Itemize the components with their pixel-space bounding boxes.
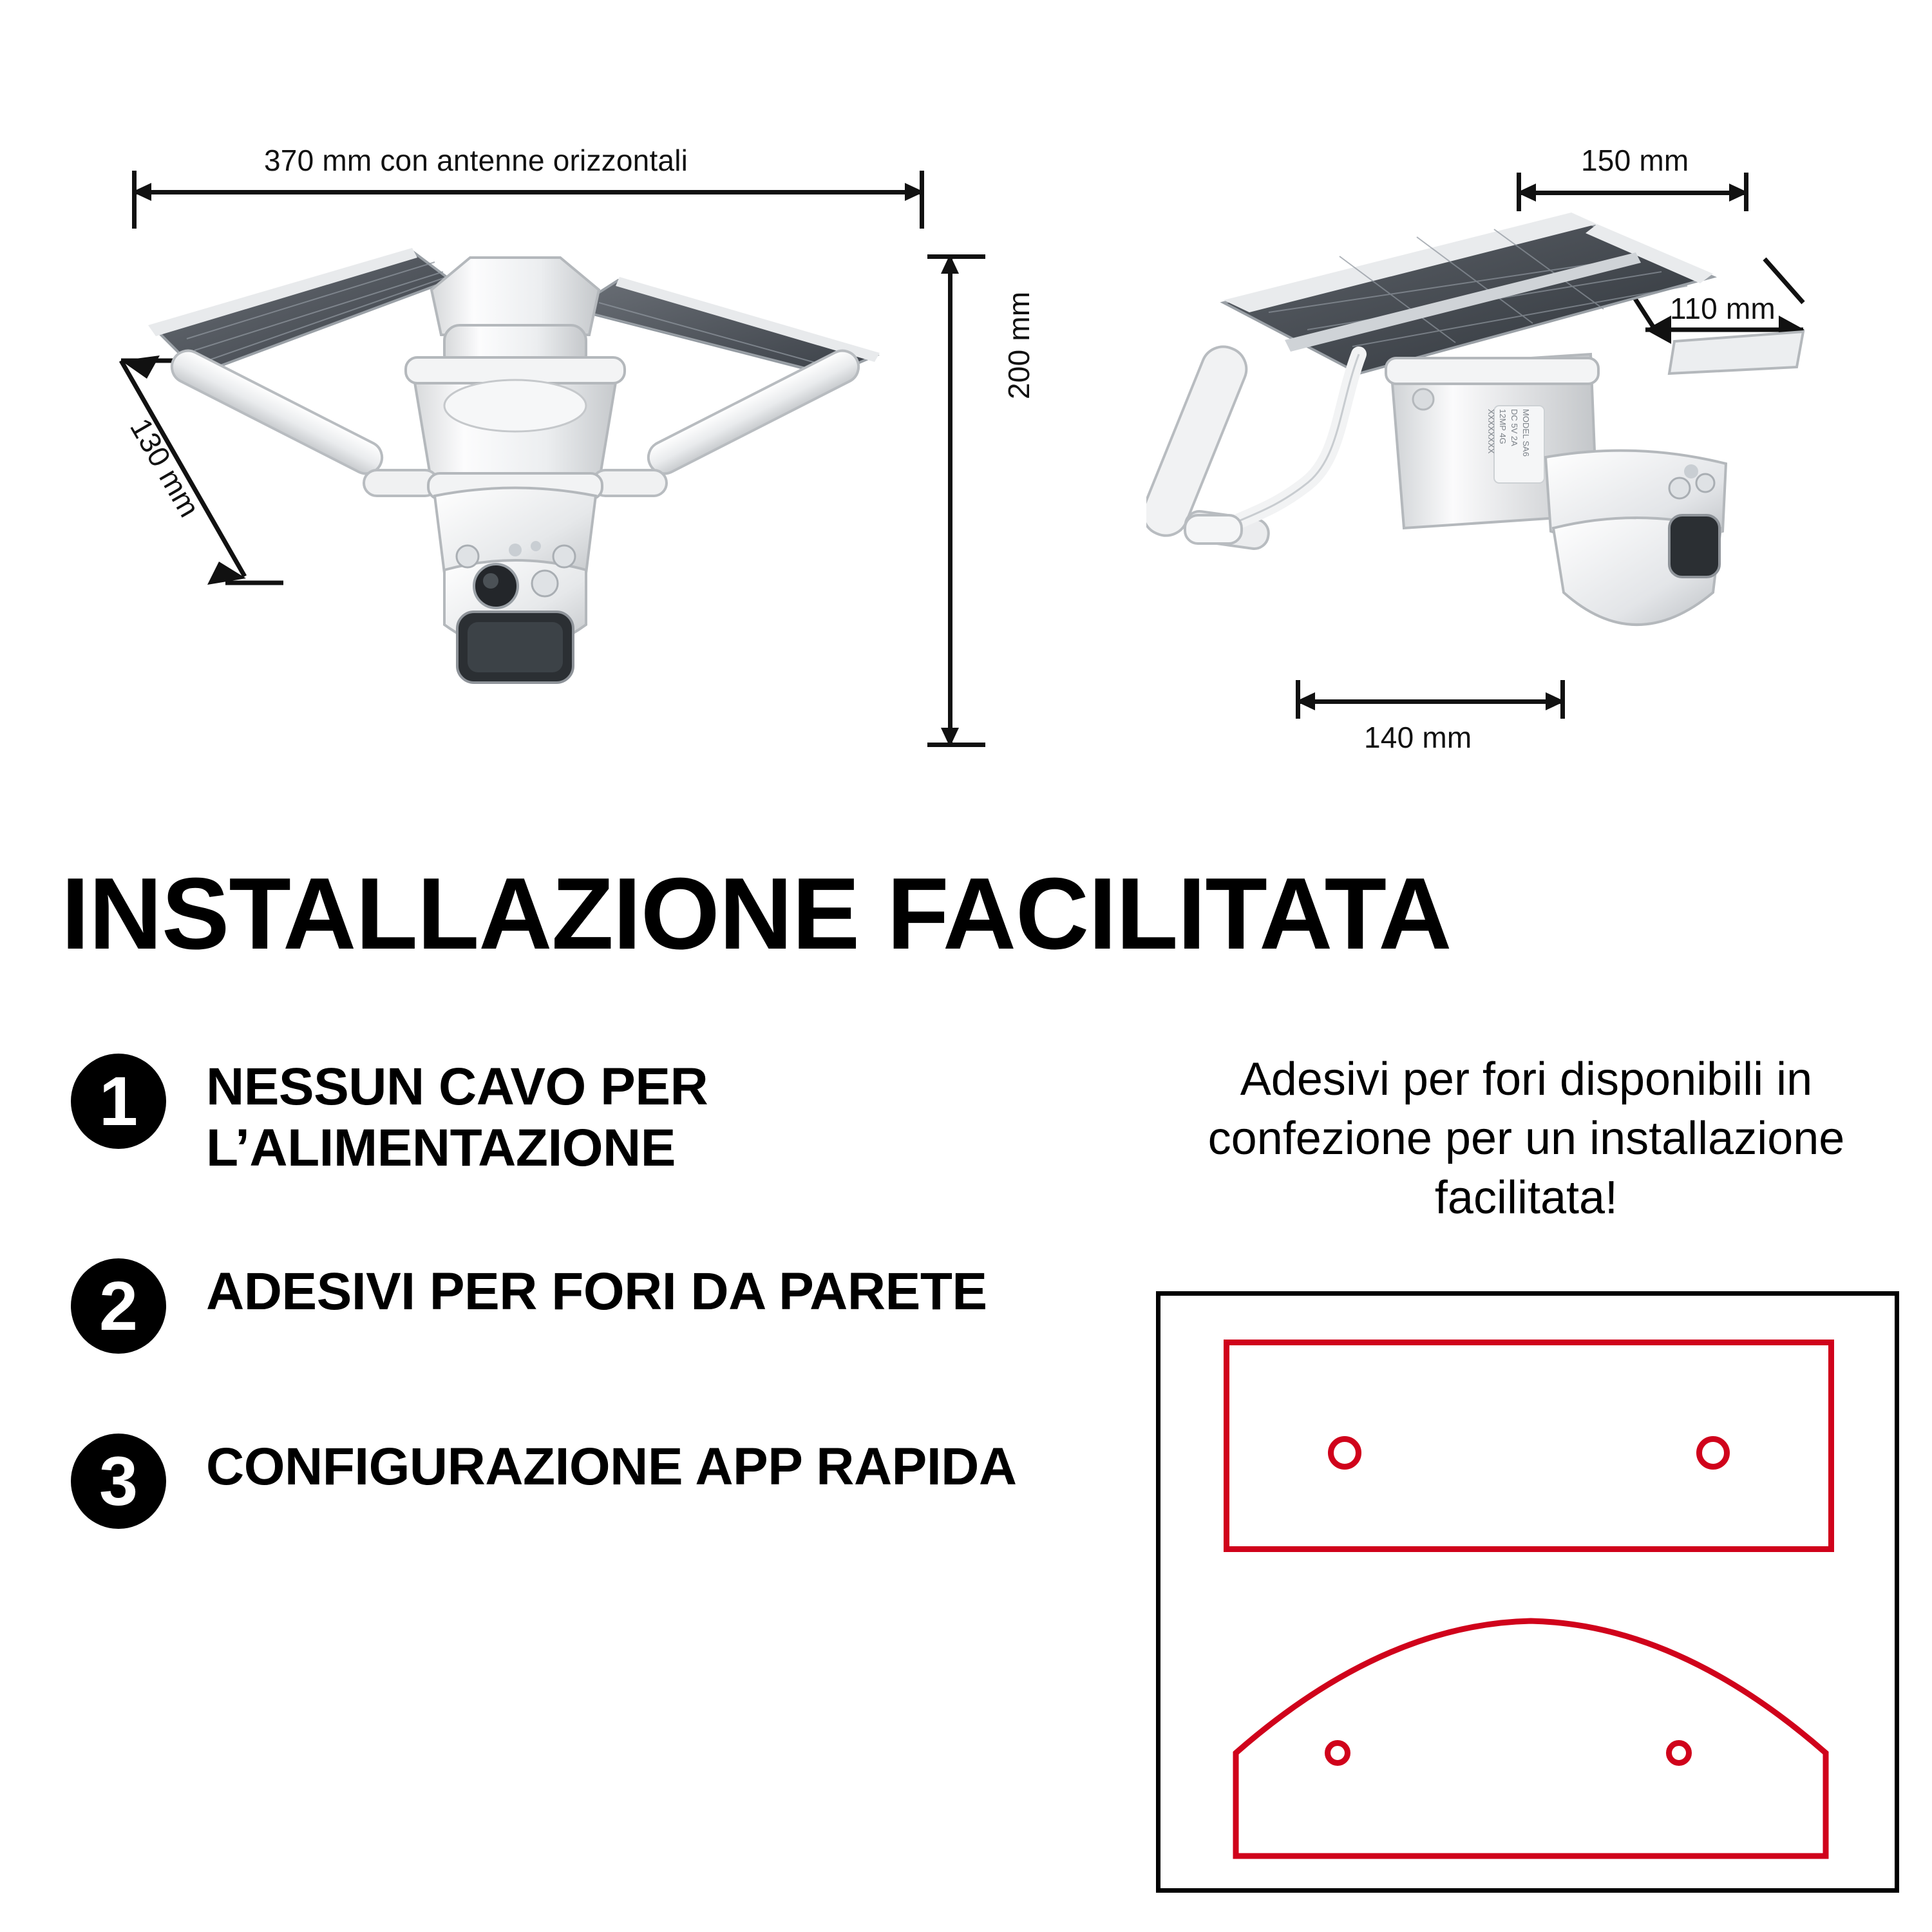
svg-text:12MP 4G: 12MP 4G (1498, 409, 1508, 444)
side-panel-depth-label: 110 mm (1670, 292, 1776, 325)
step-number-badge: 2 (71, 1258, 166, 1354)
front-width-dimension-label: 370 mm con antenne orizzontali (264, 144, 688, 177)
svg-text:XXXXXXXX: XXXXXXXX (1486, 409, 1496, 454)
sticker-template-panel (1156, 1291, 1899, 1893)
svg-text:MODEL SA6: MODEL SA6 (1521, 409, 1531, 457)
list-item (71, 1050, 1127, 1179)
side-panel-width-label: 150 mm (1581, 144, 1689, 177)
arc-drill-template (1222, 1598, 1840, 1862)
drill-hole-icon (1696, 1436, 1730, 1470)
step-label: CONFIGURAZIONE APP RAPIDA (206, 1437, 1017, 1497)
front-camera-illustration (109, 213, 921, 792)
front-height-tick-top (927, 254, 985, 259)
front-height-dimension-label: 200 mm (1002, 291, 1036, 399)
steps-list (71, 1050, 1127, 1605)
drill-hole-icon (1666, 1740, 1692, 1766)
step-label: ADESIVI PER FORI DA PARETE (206, 1262, 987, 1321)
svg-text:DC 5V 2A: DC 5V 2A (1510, 409, 1519, 446)
sticker-note: Adesivi per fori disponibili in confezione per un installazione facilitata! (1208, 1054, 1845, 1224)
page-title: INSTALLAZIONE FACILITATA (61, 857, 1452, 971)
front-height-tick-bottom (927, 743, 985, 747)
side-body-depth-label: 140 mm (1364, 721, 1472, 754)
side-camera-illustration (1146, 180, 1855, 708)
rect-drill-template (1224, 1340, 1834, 1552)
drill-hole-icon (1328, 1436, 1361, 1470)
step-number-badge: 1 (71, 1054, 166, 1149)
front-height-dimension-line (948, 254, 952, 747)
front-width-dimension-line (132, 190, 924, 194)
drill-hole-icon (1325, 1740, 1350, 1766)
dimension-diagrams (0, 0, 1932, 831)
list-item (71, 1430, 1127, 1529)
front-antenna-dimension-label: 130 mm (124, 412, 207, 523)
step-label: NESSUN CAVO PER L’ALIMENTAZIONE (206, 1057, 708, 1178)
list-item (71, 1255, 1127, 1354)
step-number-badge: 3 (71, 1434, 166, 1529)
